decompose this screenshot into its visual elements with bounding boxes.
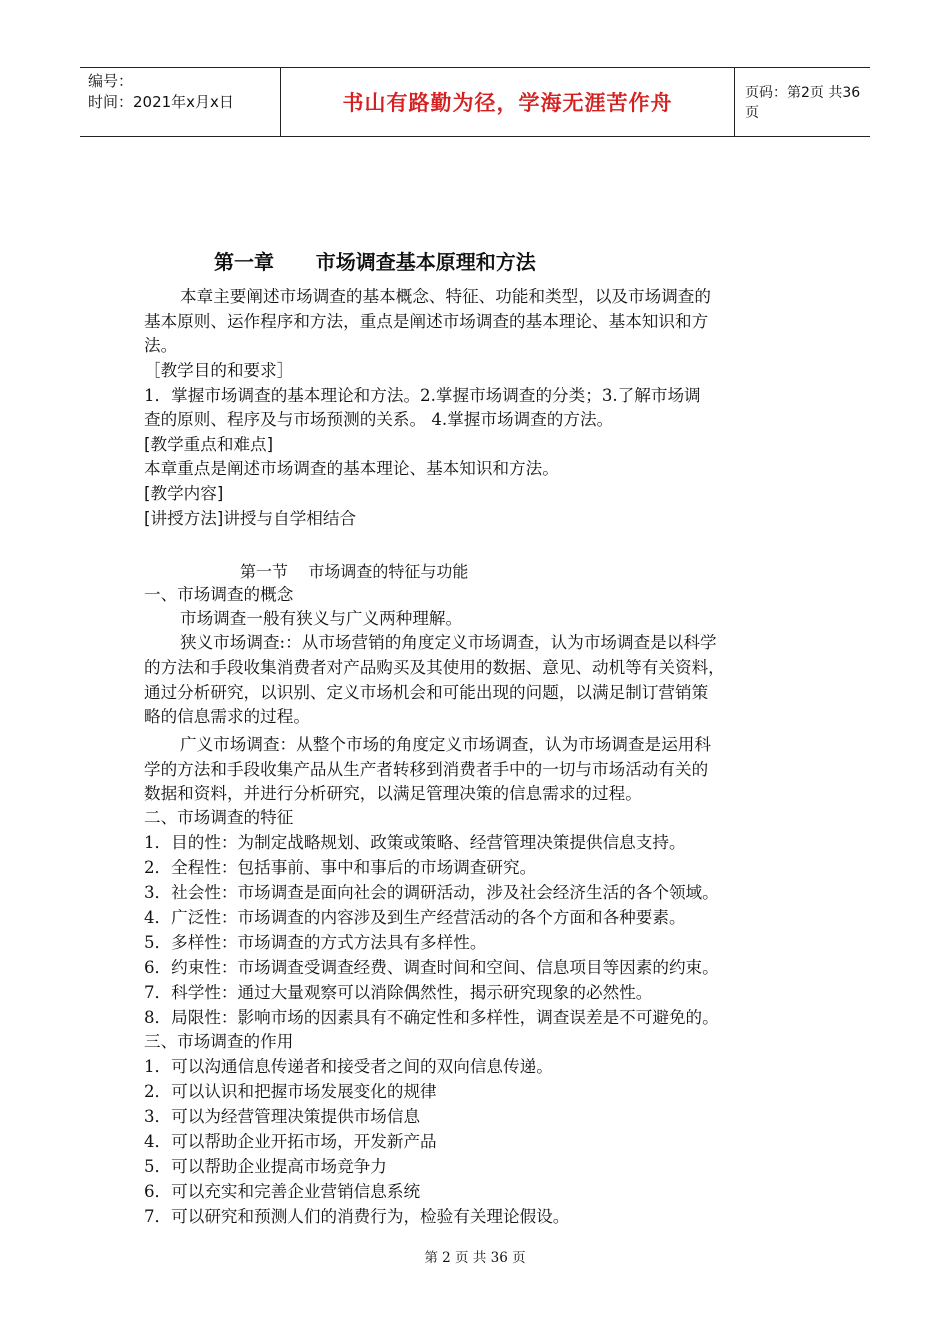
broad-definition-line: 数据和资料，并进行分析研究，以满足管理决策的信息需求的过程。: [144, 784, 642, 803]
function-item: 4．可以帮助企业开拓市场，开发新产品: [144, 1132, 437, 1151]
function-item: 5．可以帮助企业提高市场竞争力: [144, 1157, 387, 1176]
function-item: 3．可以为经营管理决策提供市场信息: [144, 1107, 421, 1126]
key-points-text: 本章重点是阐述市场调查的基本理论、基本知识和方法。: [144, 459, 559, 478]
feature-item: 8．局限性：影响市场的因素具有不确定性和多样性，调查误差是不可避免的。: [144, 1008, 719, 1027]
chapter-title: 第一章 市场调查基本原理和方法: [214, 250, 536, 274]
part2-heading: 二、市场调查的特征: [144, 808, 294, 827]
page-header: [80, 67, 870, 137]
objectives-line: 查的原则、程序及与市场预测的关系。 4.掌握市场调查的方法。: [144, 410, 614, 429]
header-motto-cell: [280, 68, 735, 136]
feature-item: 2．全程性：包括事前、事中和事后的市场调查研究。: [144, 858, 537, 877]
narrow-definition-line: 略的信息需求的过程。: [144, 707, 310, 726]
page-footer: 第 2 页 共 36 页: [424, 1250, 526, 1266]
header-page-info: 页码：第2页 共36页: [745, 85, 861, 121]
key-points-heading: [教学重点和难点]: [144, 435, 274, 454]
objectives-line: 1．掌握市场调查的基本理论和方法。2.掌握市场调查的分类；3.了解市场调: [144, 386, 701, 405]
header-date: 时间：2021年x月x日: [88, 93, 234, 111]
broad-definition-line: 学的方法和手段收集产品从生产者转移到消费者手中的一切与市场活动有关的: [144, 760, 709, 779]
function-item: 2．可以认识和把握市场发展变化的规律: [144, 1082, 437, 1101]
intro-line: 本章主要阐述市场调查的基本概念、特征、功能和类型，以及市场调查的: [180, 287, 711, 306]
feature-item: 5．多样性：市场调查的方式方法具有多样性。: [144, 933, 487, 952]
intro-line: 法。: [144, 336, 178, 355]
function-item: 1．可以沟通信息传递者和接受者之间的双向信息传递。: [144, 1057, 553, 1076]
feature-item: 4．广泛性：市场调查的内容涉及到生产经营活动的各个方面和各种要素。: [144, 908, 686, 927]
function-item: 6．可以充实和完善企业营销信息系统: [144, 1182, 421, 1201]
header-motto: 书山有路勤为径，学海无涯苦作舟: [342, 91, 673, 115]
intro-line: 基本原则、运作程序和方法，重点是阐述市场调查的基本理论、基本知识和方: [144, 312, 709, 331]
narrow-definition-line: 通过分析研究，以识别、定义市场机会和可能出现的问题，以满足制订营销策: [144, 683, 709, 702]
part1-heading: 一、市场调查的概念: [144, 585, 294, 604]
method-line: [讲授方法]讲授与自学相结合: [144, 509, 357, 528]
feature-item: 6．约束性：市场调查受调查经费、调查时间和空间、信息项目等因素的约束。: [144, 958, 719, 977]
section-title: 第一节 市场调查的特征与功能: [240, 562, 469, 581]
narrow-definition-line: 狭义市场调查:：从市场营销的角度定义市场调查，认为市场调查是以科学: [180, 633, 717, 652]
feature-item: 3．社会性：市场调查是面向社会的调研活动，涉及社会经济生活的各个领域。: [144, 883, 719, 902]
header-number: 编号：: [88, 72, 134, 90]
feature-item: 7．科学性：通过大量观察可以消除偶然性，揭示研究现象的必然性。: [144, 983, 653, 1002]
header-meta: [80, 68, 280, 136]
function-item: 7．可以研究和预测人们的消费行为，检验有关理论假设。: [144, 1207, 570, 1226]
objectives-heading: ［教学目的和要求］: [144, 361, 294, 380]
part3-heading: 三、市场调查的作用: [144, 1032, 294, 1051]
feature-item: 1．目的性：为制定战略规划、政策或策略、经营管理决策提供信息支持。: [144, 833, 686, 852]
broad-definition-line: 广义市场调查：从整个市场的角度定义市场调查，认为市场调查是运用科: [180, 735, 711, 754]
part1-paragraph: 市场调查一般有狭义与广义两种理解。: [180, 609, 463, 628]
narrow-definition-line: 的方法和手段收集消费者对产品购买及其使用的数据、意见、动机等有关资料，: [144, 658, 725, 677]
content-heading: [教学内容]: [144, 484, 224, 503]
